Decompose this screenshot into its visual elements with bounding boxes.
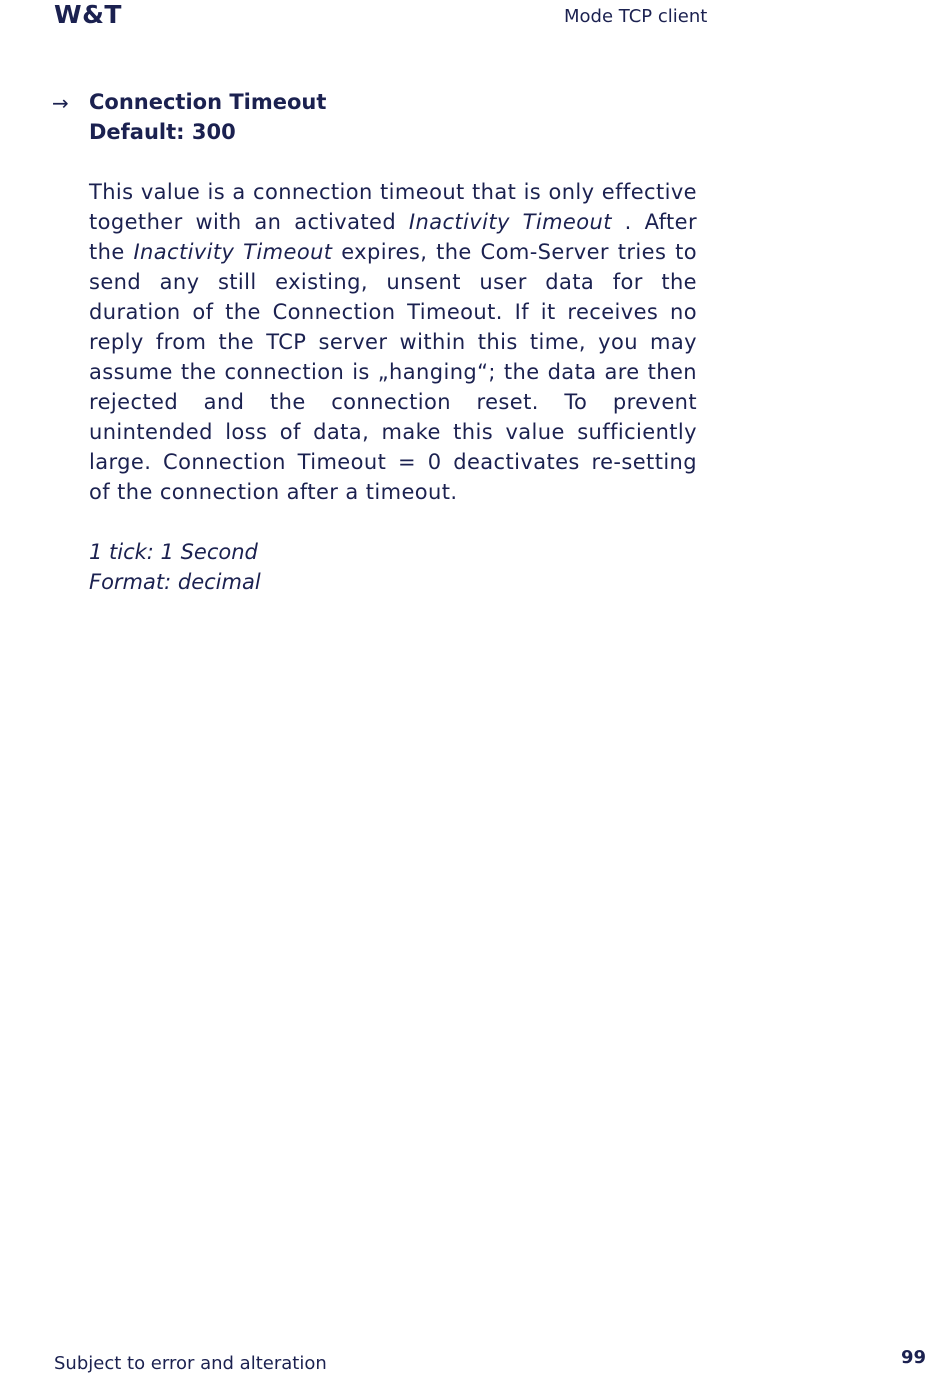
parameter-title: Connection Timeout	[89, 90, 327, 114]
footer-note: Subject to error and alteration	[54, 1353, 327, 1374]
desc-text-2: . After the	[89, 210, 697, 264]
desc-text-1: This value is a connection timeout that is only effective together with an activated	[89, 180, 697, 234]
page-number: 99	[901, 1347, 927, 1368]
section-title: Mode TCP client	[564, 6, 708, 27]
parameter-notes	[89, 537, 697, 597]
parameter-block	[89, 87, 697, 597]
desc-text-3: expires, the Com-Server tries to send any still existing, unsent user data for the duration of the Connection Timeout. If it receives no reply from the TCP server within this time, you may assume the connection is „hanging“; the data are then rejected and the connection reset. To prevent unintended loss of data, make this value sufficiently large. Connection Timeout = 0 deactivates re-setting of the connection after a timeout.	[89, 240, 697, 504]
brand-logo: W&T	[54, 0, 122, 29]
desc-emphasis-1: Inactivity Timeout	[408, 210, 612, 234]
note-format: Format: decimal	[89, 570, 261, 594]
parameter-default: Default: 300	[89, 120, 236, 144]
note-tick: 1 tick: 1 Second	[89, 540, 258, 564]
parameter-description	[89, 177, 697, 507]
arrow-icon: →	[52, 91, 69, 115]
desc-emphasis-2: Inactivity Timeout	[133, 240, 333, 264]
